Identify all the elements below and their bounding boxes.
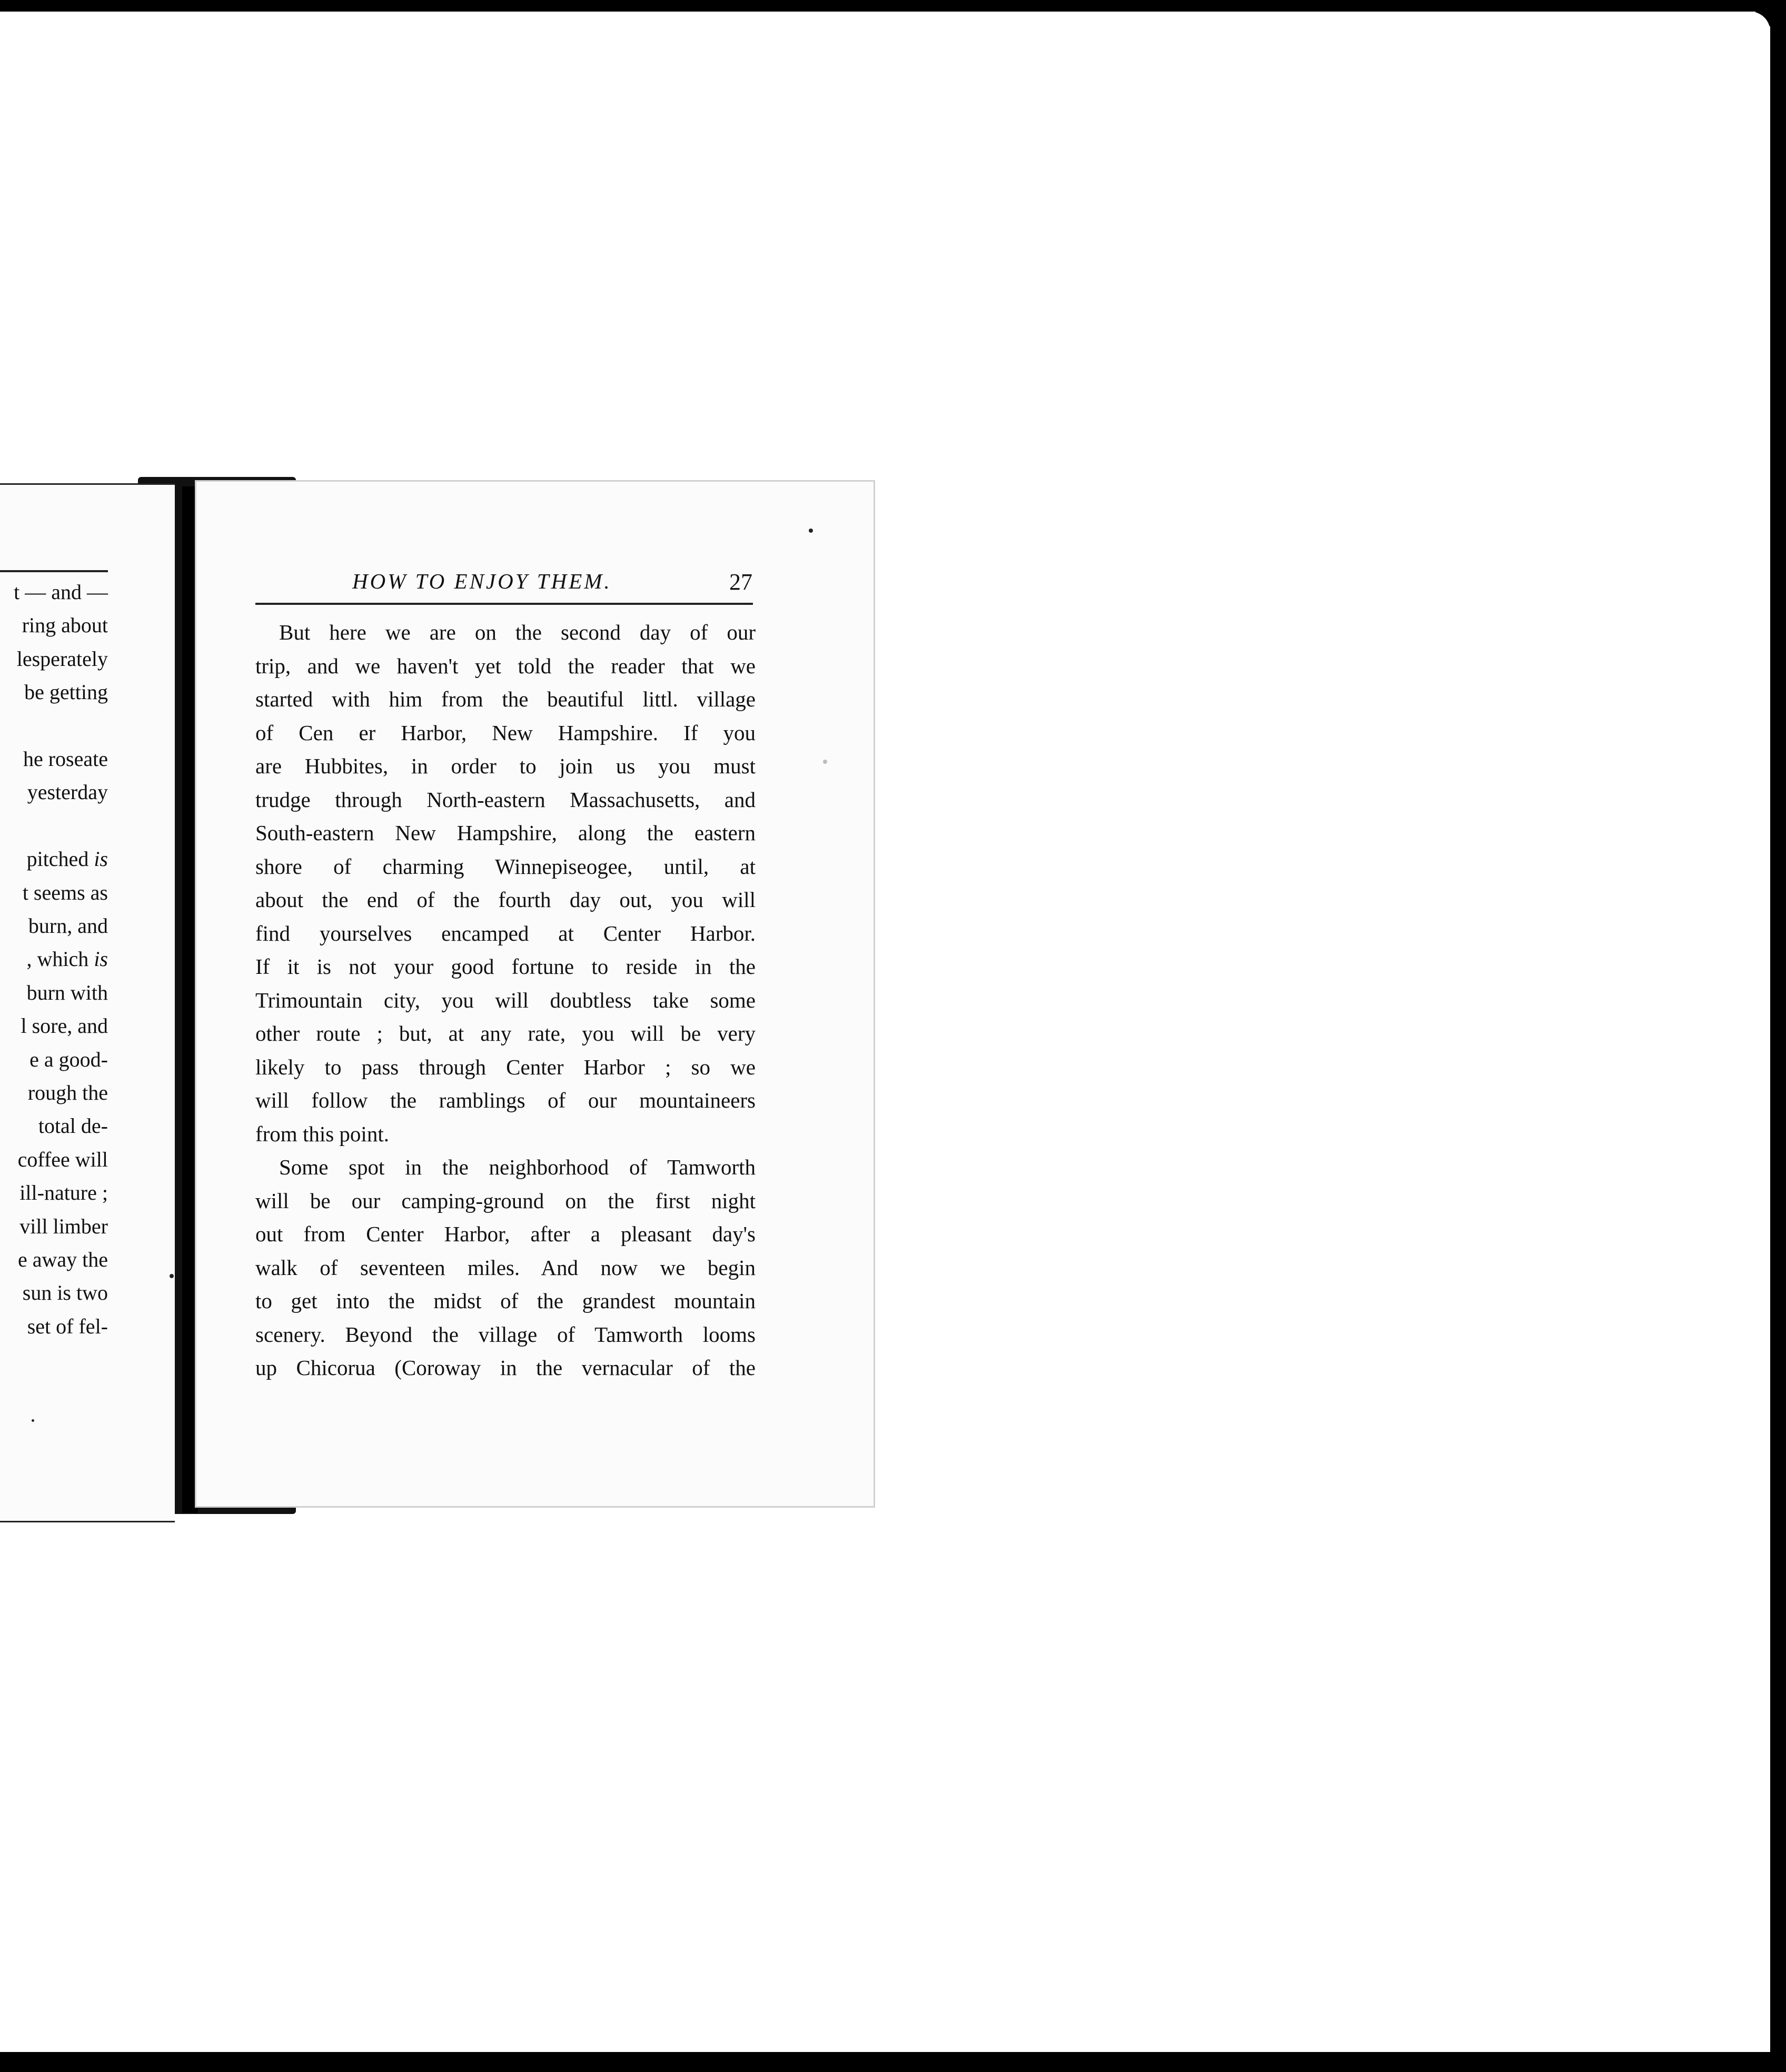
- text-line: shore of charming Winnepiseogee, until, at: [255, 854, 756, 879]
- left-text-line: pitched is: [26, 847, 108, 871]
- left-text-line: yesterday: [27, 780, 108, 804]
- left-text-line: e a good-: [29, 1047, 108, 1071]
- text-line: about the end of the fourth day out, you will: [255, 888, 756, 912]
- text-line: But here we are on the second day of our: [279, 620, 756, 644]
- left-text-line: l sore, and: [21, 1014, 108, 1038]
- text-line: are Hubbites, in order to join us you must: [255, 754, 756, 778]
- text-line: If it is not your good fortune to reside in the: [255, 954, 756, 979]
- speck: [32, 1419, 34, 1422]
- left-text-line: set of fel-: [27, 1314, 108, 1338]
- left-text-line: ring about: [22, 613, 108, 637]
- left-text-line: e away the: [17, 1248, 108, 1271]
- left-text-line: lesperately: [16, 646, 108, 671]
- text-line: will be our camping-ground on the first night: [255, 1188, 756, 1213]
- left-text-line: ill-nature ;: [19, 1181, 108, 1205]
- text-line: scenery. Beyond the village of Tamworth looms: [255, 1322, 756, 1347]
- speck: [809, 529, 813, 533]
- page-body-text: [255, 616, 756, 1385]
- text-line: will follow the ramblings of our mountaineers: [255, 1088, 756, 1112]
- text-line: likely to pass through Center Harbor ; so we: [255, 1054, 756, 1079]
- speck: [170, 1274, 174, 1278]
- left-text-line: coffee will: [17, 1147, 108, 1171]
- text-line: walk of seventeen miles. And now we begin: [255, 1255, 756, 1280]
- scan-border-right: [1770, 0, 1786, 2072]
- left-text-line: t — and —: [14, 580, 108, 604]
- left-text-line: burn with: [26, 980, 108, 1004]
- text-line: Some spot in the neighborhood of Tamworth: [279, 1155, 756, 1179]
- text-line: other route ; but, at any rate, you will be very: [255, 1021, 756, 1045]
- text-line: Trimountain city, you will doubtless take some: [255, 988, 756, 1012]
- scan-border-corner: [1749, 12, 1770, 33]
- left-text-line: he roseate: [23, 747, 108, 771]
- text-line: from this point.: [255, 1121, 389, 1146]
- text-line: trudge through North-eastern Massachusetts, and: [255, 787, 756, 812]
- scan-border-bottom: [0, 2052, 1786, 2072]
- left-text-line: vill limber: [19, 1214, 108, 1238]
- left-text-line: total de-: [38, 1114, 108, 1138]
- text-line: trip, and we haven't yet told the reader that we: [255, 653, 756, 678]
- left-text-line: sun is two: [22, 1281, 108, 1305]
- left-text-line: , which is: [26, 947, 108, 971]
- text-line: out from Center Harbor, after a pleasant day's: [255, 1222, 756, 1246]
- text-line: find yourselves encamped at Center Harbor.: [255, 921, 756, 945]
- left-text-line: t seems as: [22, 880, 108, 904]
- text-line: of Cen er Harbor, New Hampshire. If you: [255, 720, 756, 745]
- text-line: to get into the midst of the grandest mountain: [255, 1289, 756, 1313]
- page-header: [196, 569, 874, 600]
- text-line: up Chicorua (Coroway in the vernacular of the: [255, 1356, 756, 1380]
- right-page: [195, 480, 875, 1508]
- left-page: [0, 483, 175, 1522]
- left-text-line: rough the: [27, 1081, 108, 1104]
- text-line: South-eastern New Hampshire, along the eastern: [255, 821, 756, 845]
- scan-border-top: [0, 0, 1786, 12]
- left-text-line: be getting: [24, 680, 108, 704]
- speck: [823, 760, 827, 764]
- header-rule: [255, 603, 753, 605]
- text-line: started with him from the beautiful littl. village: [255, 687, 756, 711]
- left-text-line: burn, and: [28, 914, 108, 938]
- running-title: HOW TO ENJOY THEM.: [352, 569, 612, 593]
- left-header-rule: [0, 570, 108, 572]
- page-number: 27: [729, 569, 752, 595]
